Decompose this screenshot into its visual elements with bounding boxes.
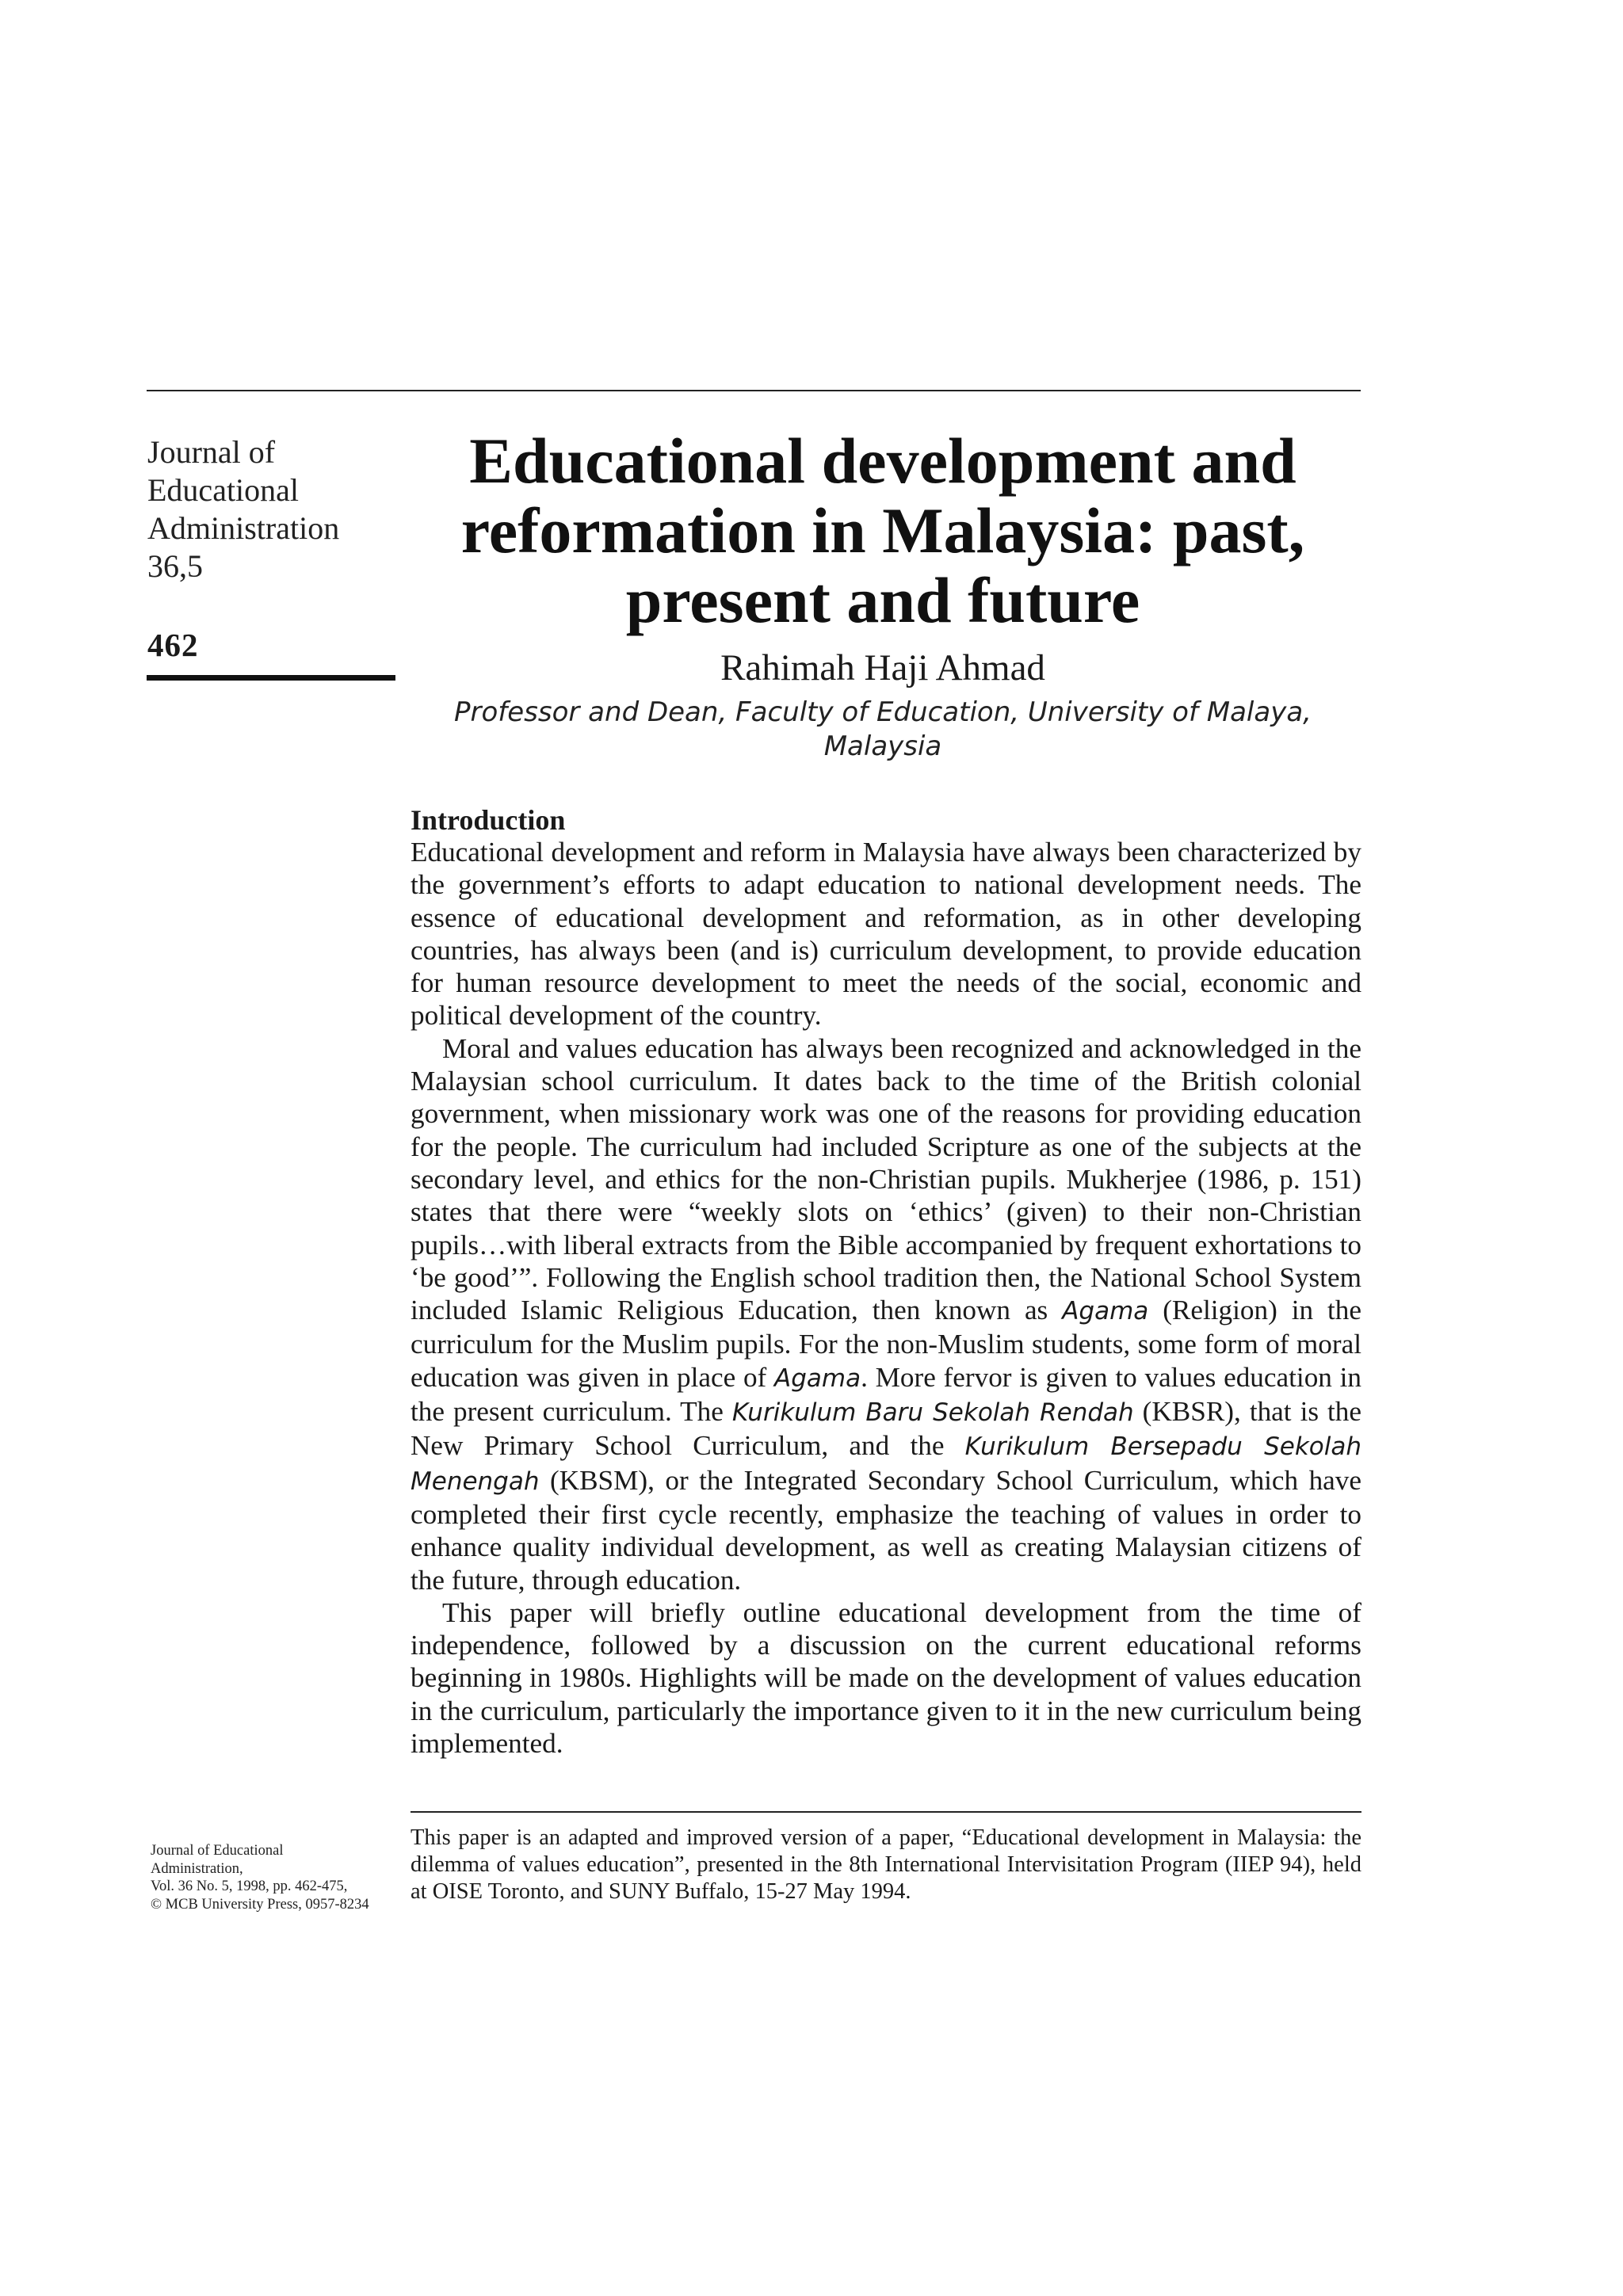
italic-term: Agama <box>1062 1297 1149 1326</box>
article-body <box>411 836 1361 1760</box>
article-title: Educational development and reformation in Malaysia: past, present and future <box>460 425 1305 636</box>
author-affiliation: Professor and Dean, Faculty of Education, University of Malaya, Malaysia <box>454 696 1312 762</box>
footnote-rule <box>411 1811 1361 1813</box>
text-run: (KBSM), or the Integrated Secondary School Curriculum, which have completed their first cycle recently, emphasize the teaching of values in order to enhance quality individual development, as well as creating Malaysian citizens of the future, through education. <box>411 1464 1362 1596</box>
page-number: 462 <box>147 627 199 663</box>
text-run: (Religion) in the curriculum for the Muslim pupils. For the non-Muslim students, some form of moral education was given in place of <box>411 1295 1362 1393</box>
journal-citation <box>151 1842 396 1913</box>
citation-line: Administration, <box>151 1860 243 1877</box>
page-number-rule <box>147 675 395 681</box>
journal-name <box>147 433 401 585</box>
author-name: Rahimah Haji Ahmad <box>720 647 1045 688</box>
journal-name-line: Administration <box>147 510 340 546</box>
citation-line: Journal of Educational <box>151 1843 284 1859</box>
paragraph-3: This paper will briefly outline educational development from the time of independence, followed by a discussion on the current educational reforms beginning in 1980s. Highlights will be made on the development of values education in the curriculum, particularly the importance given to it in the new curriculum being implemented. <box>411 1596 1361 1760</box>
journal-name-line: Journal of <box>147 434 276 470</box>
volume-issue: 36,5 <box>147 548 203 584</box>
text-run: . More fervor is given to values education in the present curriculum. The <box>411 1361 1361 1428</box>
italic-term: Kurikulum Bersepadu Sekolah Menengah <box>411 1432 1362 1496</box>
citation-line: Vol. 36 No. 5, 1998, pp. 462-475, <box>151 1878 348 1894</box>
paragraph-2 <box>411 1032 1361 1596</box>
paragraph-1: Educational development and reform in Malaysia have always been characterized by the government’s efforts to adapt education to national development needs. The essence of educational development and reformation, as in other developing countries, has always been (and is) curriculum development, to provide education for human resource development to meet the needs of the social, economic and political development of the country. <box>411 837 1361 1032</box>
citation-line: © MCB University Press, 0957-8234 <box>151 1896 369 1913</box>
italic-term: Agama <box>774 1363 861 1393</box>
section-heading-introduction: Introduction <box>411 804 566 836</box>
text-run: Moral and values education has always been recognized and acknowledged in the Malaysian school curriculum. It dates back to the time of the British colonial government, when missionary work was one of the reasons for providing education for the people. The curriculum had included Scripture as one of the subjects at the secondary level, and ethics for the non-Christian pupils. Mukherjee (1986, p. 151) states that there were “weekly slots on ‘ethics’ (given) to their non-Christian pupils…with liberal extracts from the Bible accompanied by frequent exhortations to ‘be good’”. Following the English school tradition then, the National School System included Islamic Religious Education, then known as <box>411 1032 1361 1326</box>
text-run: (KBSR), that is the New Primary School Curriculum, and the <box>411 1396 1362 1462</box>
italic-term: Kurikulum Baru Sekolah Rendah <box>731 1398 1134 1428</box>
header-rule <box>147 390 1361 391</box>
footnote: This paper is an adapted and improved version of a paper, “Educational development in Malaysia: the dilemma of values education”, presented in the 8th International Intervisitation Program (IIEP 94), held at OISE Toronto, and SUNY Buffalo, 15-27 May 1994. <box>411 1825 1361 1904</box>
journal-name-line: Educational <box>147 472 300 508</box>
